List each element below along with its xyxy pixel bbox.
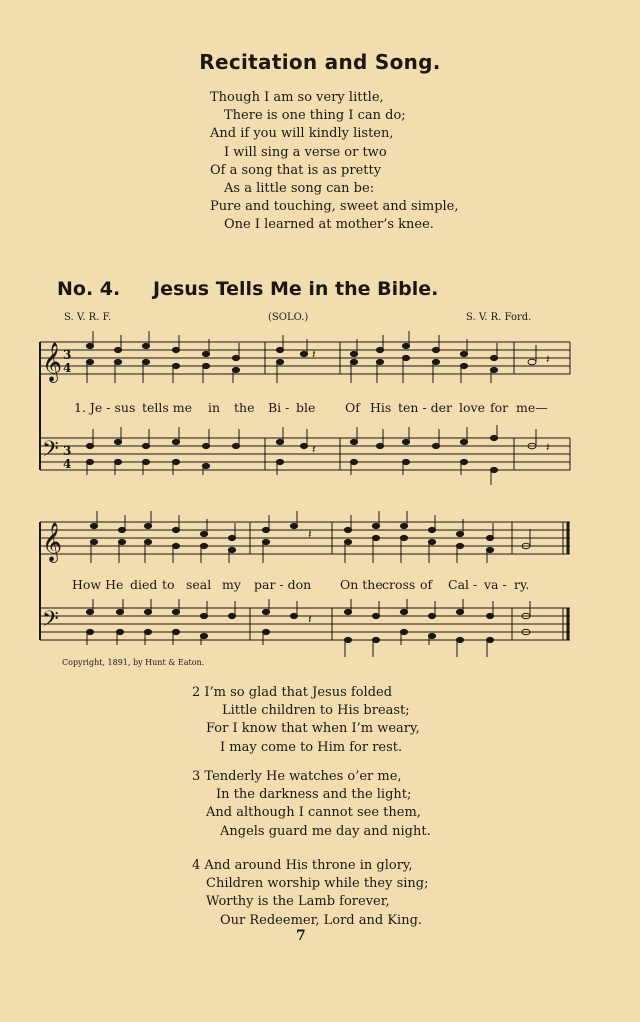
lyric-syllable: love <box>459 400 485 415</box>
poem-line: There is one thing I can do; <box>224 108 406 124</box>
poem-line: I will sing a verse or two <box>224 144 387 160</box>
lyric-syllable: tells me <box>142 400 193 415</box>
svg-text:𝄢: 𝄢 <box>42 437 59 467</box>
verse-line: Our Redeemer, Lord and King. <box>220 912 423 928</box>
poem-line: As a little song can be: <box>224 181 375 197</box>
performance-note: (SOLO.) <box>268 312 309 323</box>
svg-text:3: 3 <box>63 348 72 362</box>
svg-text:𝄽: 𝄽 <box>312 442 316 456</box>
poem-line: Though I am so very little, <box>210 90 384 105</box>
poem-line: Pure and touching, sweet and simple, <box>210 199 459 215</box>
lyric-syllable: the <box>234 400 255 415</box>
verse-line: In the darkness and the light; <box>216 787 412 803</box>
lyric-syllable: On the <box>340 577 383 592</box>
lyric-syllable: ry. <box>514 577 530 592</box>
lyric-syllable: in <box>208 400 221 415</box>
verse-line: 4 And around His throne in glory, <box>192 858 413 873</box>
lyric-syllable: ble <box>296 400 316 415</box>
lyric-syllable: 1. Je - sus <box>74 400 136 415</box>
verse-line: I may come to Him for rest. <box>220 739 403 755</box>
lyric-syllable: Bi - <box>268 400 290 415</box>
recitation-poem <box>210 89 459 235</box>
svg-text:𝄞: 𝄞 <box>42 522 63 562</box>
lyrics-line-2 <box>0 577 640 595</box>
svg-text:𝄽: 𝄽 <box>546 440 550 454</box>
lyric-syllable: of <box>420 577 433 592</box>
verse-line: And although I cannot see them, <box>206 805 421 821</box>
lyric-syllable: seal <box>186 577 212 592</box>
svg-text:4: 4 <box>63 361 72 375</box>
svg-text:𝄢: 𝄢 <box>42 607 59 637</box>
lyric-syllable: How He <box>72 577 124 592</box>
svg-text:𝄞: 𝄞 <box>42 342 63 382</box>
verse-line: For I know that when I’m weary, <box>206 721 420 737</box>
hymn-number: No. 4. <box>57 278 121 300</box>
verse-line: 3 Tenderly He watches o’er me, <box>192 769 402 784</box>
lyric-syllable: Of <box>345 400 360 415</box>
poem-line: Of a song that is as pretty <box>210 162 382 178</box>
poem-line: And if you will kindly listen, <box>210 126 394 142</box>
lyric-syllable: His <box>370 400 392 415</box>
verse-4 <box>192 857 429 930</box>
verse-line: Angels guard me day and night. <box>220 823 431 839</box>
svg-text:𝄽: 𝄽 <box>546 352 550 366</box>
poem-line: One I learned at mother’s knee. <box>224 217 434 233</box>
words-credit: S. V. R. F. <box>64 312 112 323</box>
verse-line: Little children to His breast; <box>222 703 410 719</box>
lyric-syllable: va - <box>484 577 507 592</box>
hymn-title: Jesus Tells Me in the Bible. <box>153 278 439 300</box>
lyric-syllable: par - don <box>254 577 312 592</box>
verse-line: Worthy is the Lamb forever, <box>206 894 390 910</box>
lyric-syllable: me— <box>516 400 548 415</box>
svg-text:𝄽: 𝄽 <box>312 347 316 361</box>
lyric-syllable: ten - der <box>398 400 453 415</box>
svg-text:𝄽: 𝄽 <box>308 527 312 541</box>
lyric-syllable: died <box>130 577 158 592</box>
svg-text:4: 4 <box>63 457 72 471</box>
verse-line: Children worship while they sing; <box>206 876 429 892</box>
verse-line: 2 I’m so glad that Jesus folded <box>192 685 393 700</box>
copyright-notice: Copyright, 1891, by Hunt & Eaton. <box>62 658 205 667</box>
page-number: 7 <box>296 928 306 944</box>
lyrics-line-1 <box>0 400 640 418</box>
verse-2 <box>192 684 420 757</box>
recitation-title: Recitation and Song. <box>199 50 441 74</box>
lyric-syllable: to <box>162 577 175 592</box>
lyric-syllable: for <box>490 400 509 415</box>
lyric-syllable: my <box>222 577 241 592</box>
svg-text:3: 3 <box>63 444 72 458</box>
lyric-syllable: Cal - <box>448 577 478 592</box>
verse-3 <box>192 768 431 841</box>
lyric-syllable: cross <box>382 577 416 592</box>
svg-text:𝄽: 𝄽 <box>308 612 312 626</box>
music-credit: S. V. R. Ford. <box>466 312 532 323</box>
